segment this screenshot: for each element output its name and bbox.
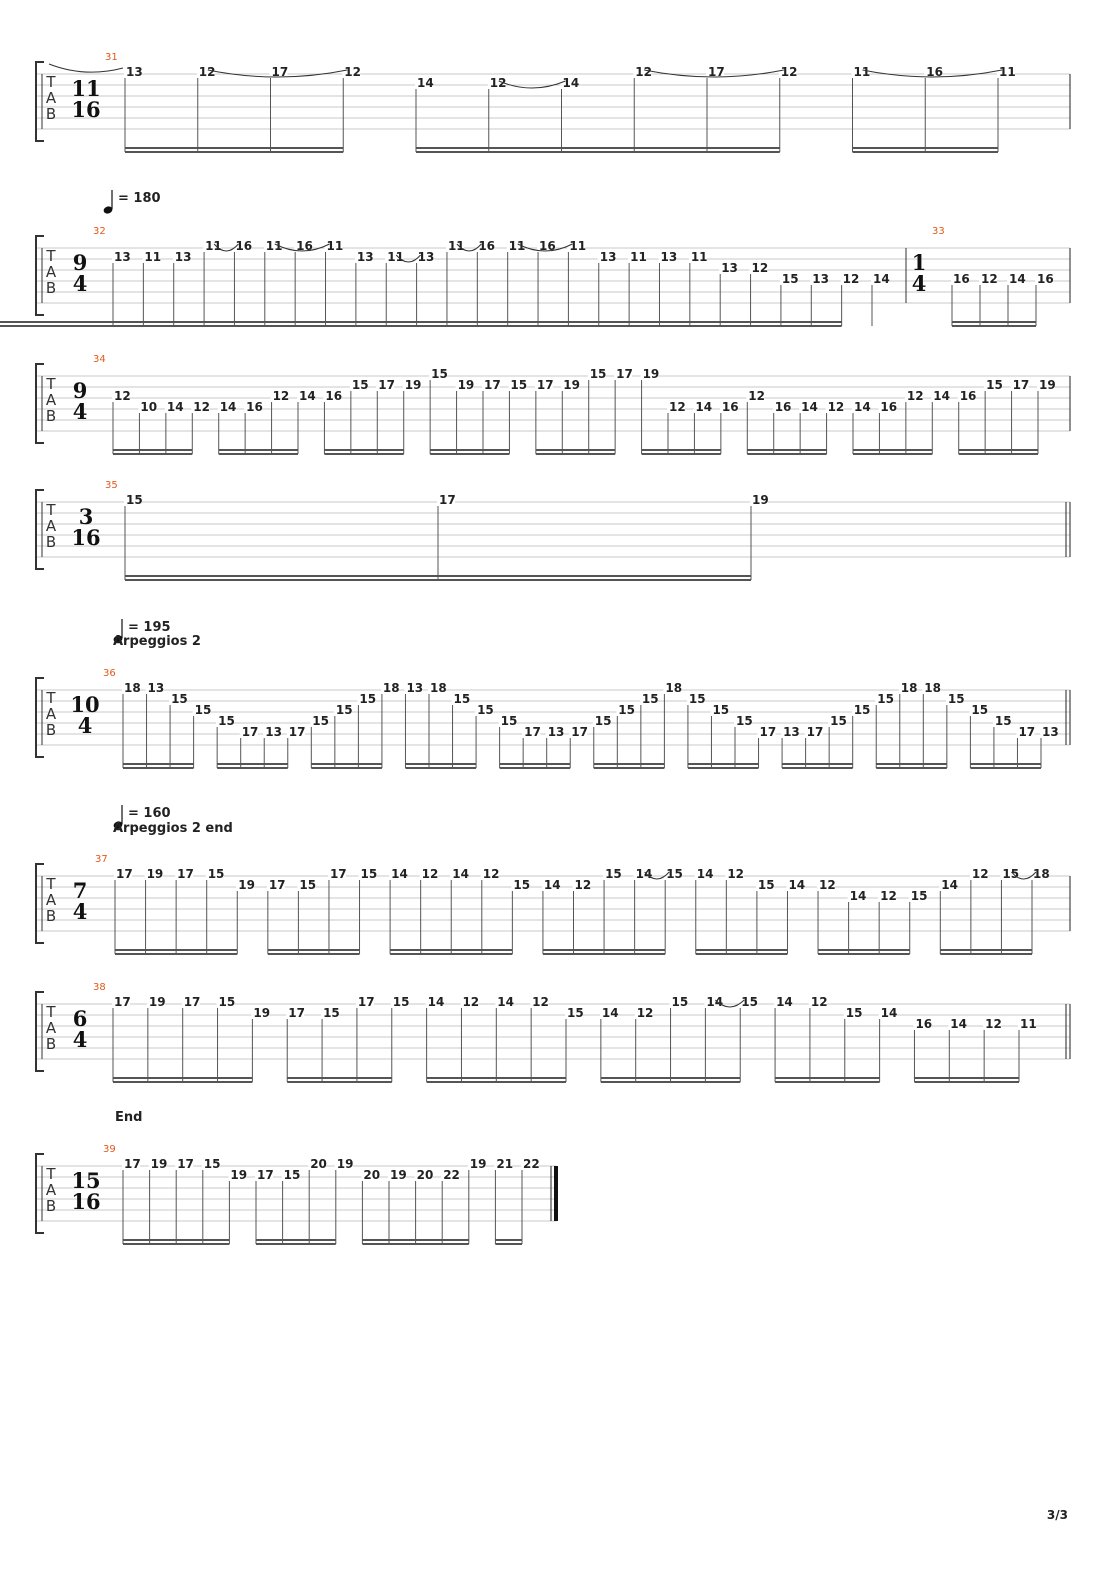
- fret-number: 13: [783, 725, 800, 739]
- time-signature-denominator: 16: [71, 1189, 101, 1214]
- time-signature-denominator: 4: [72, 899, 88, 924]
- time-signature-numerator: 3: [78, 504, 94, 529]
- fret-number: 14: [706, 995, 724, 1009]
- fret-number: 10: [140, 400, 158, 414]
- fret-number: 12: [727, 867, 745, 881]
- fret-number: 15: [567, 1006, 584, 1020]
- fret-number: 13: [406, 681, 424, 695]
- fret-number: 12: [193, 400, 210, 414]
- fret-number: 15: [671, 995, 689, 1009]
- fret-number: 12: [489, 76, 507, 90]
- fret-number: 14: [601, 1006, 619, 1020]
- tab-clef-letter: T: [46, 875, 56, 893]
- fret-number: 12: [827, 400, 845, 414]
- time-signature-numerator: 9: [72, 378, 88, 403]
- fret-number: 15: [971, 703, 989, 717]
- tab-clef-letter: A: [45, 705, 57, 723]
- fret-number: 15: [741, 995, 758, 1009]
- fret-number: 17: [708, 65, 725, 79]
- fret-number: 12: [810, 995, 828, 1009]
- fret-number: 14: [427, 995, 445, 1009]
- fret-number: 14: [497, 995, 515, 1009]
- fret-number: 12: [198, 65, 216, 79]
- fret-number: 11: [387, 250, 404, 264]
- measure-34: [73, 354, 1056, 454]
- section-label: Arpeggios 2: [113, 634, 201, 649]
- fret-number: 16: [953, 272, 970, 286]
- fret-number: 12: [981, 272, 998, 286]
- time-signature-numerator: 11: [71, 76, 101, 101]
- tab-clef-letter: T: [46, 247, 56, 265]
- fret-number: 17: [268, 878, 286, 892]
- fret-number: 19: [404, 378, 422, 392]
- fret-number: 11: [569, 239, 587, 253]
- fret-number: 19: [146, 867, 164, 881]
- tab-system-36: [36, 619, 1070, 768]
- fret-number: 17: [114, 995, 131, 1009]
- fret-number: 20: [416, 1168, 434, 1182]
- time-signature-denominator: 4: [77, 713, 93, 738]
- fret-number: 12: [114, 389, 131, 403]
- tab-system-39: [36, 1110, 556, 1244]
- fret-number: 16: [235, 239, 253, 253]
- measure-32: [0, 226, 906, 326]
- fret-number: 18: [382, 681, 400, 695]
- fret-number: 15: [641, 692, 659, 706]
- fret-number: 12: [669, 400, 686, 414]
- fret-number: 19: [457, 378, 475, 392]
- fret-number: 14: [801, 400, 818, 414]
- measure-number: 35: [105, 480, 118, 491]
- fret-number: 15: [351, 378, 369, 392]
- fret-number: 15: [845, 1006, 863, 1020]
- fret-number: 16: [246, 400, 263, 414]
- fret-number: 15: [359, 692, 377, 706]
- fret-number: 15: [666, 867, 683, 881]
- fret-number: 17: [124, 1157, 141, 1171]
- fret-number: 14: [562, 76, 580, 90]
- fret-number: 15: [203, 1157, 221, 1171]
- fret-number: 12: [819, 878, 836, 892]
- fret-number: 12: [635, 65, 652, 79]
- section-label: End: [115, 1110, 143, 1125]
- tab-clef-letter: T: [46, 73, 56, 91]
- fret-number: 19: [230, 1168, 248, 1182]
- fret-number: 19: [253, 1006, 271, 1020]
- measure-number: 36: [103, 668, 116, 679]
- fret-number: 15: [853, 703, 871, 717]
- fret-number: 14: [543, 878, 561, 892]
- tab-clef-letter: B: [45, 1035, 57, 1053]
- fret-number: 11: [326, 239, 344, 253]
- measure-37: [73, 854, 1050, 954]
- tab-clef-letter: B: [45, 407, 57, 425]
- fret-number: 13: [265, 725, 282, 739]
- fret-number: 15: [207, 867, 225, 881]
- tab-clef-letter: B: [45, 533, 57, 551]
- fret-number: 12: [780, 65, 798, 79]
- fret-number: 17: [271, 65, 289, 79]
- tempo-marking: [103, 190, 161, 215]
- fret-number: 14: [299, 389, 316, 403]
- fret-number: 16: [959, 389, 977, 403]
- fret-number: 15: [171, 692, 188, 706]
- fret-number: 17: [616, 367, 633, 381]
- measure-number: 34: [93, 354, 106, 365]
- fret-number: 13: [721, 261, 738, 275]
- fret-number: 12: [985, 1017, 1002, 1031]
- fret-number: 17: [571, 725, 588, 739]
- fret-number: 12: [482, 867, 500, 881]
- tab-clef-letter: T: [46, 1165, 56, 1183]
- fret-number: 15: [500, 714, 518, 728]
- measure-31: [49, 52, 1016, 152]
- tab-clef-letter: T: [46, 1003, 56, 1021]
- time-signature-denominator: 4: [72, 399, 88, 424]
- fret-number: 15: [323, 1006, 340, 1020]
- fret-number: 12: [272, 389, 290, 403]
- tab-clef-letter: A: [45, 891, 57, 909]
- fret-number: 15: [1002, 867, 1020, 881]
- fret-number: 15: [453, 692, 471, 706]
- fret-number: 16: [880, 400, 898, 414]
- fret-number: 19: [1039, 378, 1056, 392]
- fret-number: 14: [880, 1006, 898, 1020]
- fret-number: 17: [116, 867, 133, 881]
- fret-number: 22: [523, 1157, 540, 1171]
- time-signature-numerator: 7: [72, 878, 88, 903]
- time-signature-denominator: 16: [71, 525, 101, 550]
- fret-number: 12: [751, 261, 769, 275]
- time-signature-denominator: 4: [72, 271, 88, 296]
- fret-number: 12: [971, 867, 989, 881]
- fret-number: 11: [205, 239, 222, 253]
- fret-number: 21: [496, 1157, 514, 1171]
- fret-number: 15: [218, 714, 235, 728]
- tab-system-38: [36, 982, 1070, 1082]
- fret-number: 14: [788, 878, 806, 892]
- fret-number: 19: [469, 1157, 487, 1171]
- fret-number: 15: [589, 367, 607, 381]
- fret-number: 15: [283, 1168, 301, 1182]
- measure-number: 37: [95, 854, 108, 865]
- fret-number: 13: [417, 250, 435, 264]
- fret-number: 18: [430, 681, 447, 695]
- fret-number: 22: [443, 1168, 460, 1182]
- fret-number: 17: [439, 493, 456, 507]
- fret-number: 15: [688, 692, 706, 706]
- tab-system-37: [36, 805, 1070, 954]
- measure-number: 38: [93, 982, 106, 993]
- tab-system-31: [36, 52, 1070, 152]
- fret-number: 14: [635, 867, 653, 881]
- fret-number: 13: [1042, 725, 1059, 739]
- tab-clef-letter: B: [45, 105, 57, 123]
- fret-number: 12: [421, 867, 439, 881]
- fret-number: 15: [830, 714, 847, 728]
- fret-number: 17: [329, 867, 347, 881]
- fret-number: 15: [392, 995, 410, 1009]
- measure-number: 33: [932, 226, 945, 237]
- fret-number: 13: [547, 725, 565, 739]
- fret-number: 15: [986, 378, 1003, 392]
- fret-number: 19: [150, 1157, 168, 1171]
- fret-number: 15: [312, 714, 330, 728]
- section-label: Arpeggios 2 end: [113, 821, 233, 836]
- fret-number: 19: [390, 1168, 407, 1182]
- fret-number: 12: [748, 389, 765, 403]
- fret-number: 16: [774, 400, 792, 414]
- fret-number: 16: [926, 65, 943, 79]
- fret-number: 15: [513, 878, 531, 892]
- fret-number: 14: [452, 867, 469, 881]
- tab-clef-letter: A: [45, 1181, 57, 1199]
- measure-number: 39: [103, 1144, 116, 1155]
- fret-number: 17: [1018, 725, 1036, 739]
- fret-number: 13: [599, 250, 617, 264]
- fret-number: 13: [812, 272, 829, 286]
- fret-number: 17: [378, 378, 395, 392]
- tie-arc: [49, 64, 123, 72]
- fret-number: 12: [880, 889, 897, 903]
- fret-number: 15: [594, 714, 612, 728]
- tab-clef-letter: T: [46, 501, 56, 519]
- fret-number: 15: [994, 714, 1012, 728]
- fret-number: 11: [853, 65, 871, 79]
- tab-clef-letter: A: [45, 263, 57, 281]
- time-signature-numerator: 15: [71, 1168, 101, 1193]
- fret-number: 17: [524, 725, 541, 739]
- fret-number: 15: [877, 692, 894, 706]
- fret-number: 15: [757, 878, 775, 892]
- fret-number: 14: [166, 400, 184, 414]
- fret-number: 13: [114, 250, 131, 264]
- fret-number: 13: [147, 681, 165, 695]
- fret-number: 11: [144, 250, 162, 264]
- measure-38: [73, 982, 1037, 1082]
- fret-number: 11: [999, 65, 1016, 79]
- fret-number: 14: [391, 867, 408, 881]
- fret-number: 17: [177, 1157, 194, 1171]
- fret-number: 16: [325, 389, 343, 403]
- tab-clef-letter: A: [45, 1019, 57, 1037]
- fret-number: 15: [218, 995, 236, 1009]
- time-signature-numerator: 1: [911, 250, 927, 275]
- fret-number: 17: [177, 867, 194, 881]
- tab-system-35: [36, 480, 1070, 580]
- page-number: 3/3: [1046, 1508, 1068, 1522]
- tab-system-34: [36, 354, 1070, 454]
- fret-number: 17: [357, 995, 375, 1009]
- fret-number: 14: [854, 400, 871, 414]
- fret-number: 15: [618, 703, 636, 717]
- fret-number: 17: [806, 725, 824, 739]
- fret-number: 14: [941, 878, 959, 892]
- time-signature-denominator: 16: [71, 97, 101, 122]
- fret-number: 18: [924, 681, 942, 695]
- fret-number: 12: [532, 995, 549, 1009]
- fret-number: 16: [539, 239, 556, 253]
- fret-number: 16: [296, 239, 313, 253]
- fret-number: 15: [712, 703, 730, 717]
- measure-number: 32: [93, 226, 106, 237]
- fret-number: 17: [288, 1006, 305, 1020]
- fret-number: 14: [873, 272, 890, 286]
- tab-clef-letter: B: [45, 279, 57, 297]
- fret-number: 17: [183, 995, 201, 1009]
- tab-clef-letter: B: [45, 907, 57, 925]
- fret-number: 12: [462, 995, 480, 1009]
- fret-number: 12: [344, 65, 361, 79]
- fret-number: 15: [126, 493, 143, 507]
- fret-number: 19: [238, 878, 255, 892]
- time-signature-numerator: 9: [72, 250, 88, 275]
- tempo-value: = 160: [128, 806, 171, 821]
- fret-number: 15: [335, 703, 353, 717]
- fret-number: 14: [417, 76, 434, 90]
- fret-number: 17: [536, 378, 554, 392]
- fret-number: 19: [752, 493, 769, 507]
- fret-number: 17: [241, 725, 259, 739]
- measure-36: [70, 668, 1058, 768]
- fret-number: 13: [356, 250, 374, 264]
- fret-number: 12: [842, 272, 860, 286]
- fret-number: 15: [781, 272, 799, 286]
- fret-number: 15: [477, 703, 494, 717]
- fret-number: 19: [642, 367, 660, 381]
- fret-number: 18: [1033, 867, 1050, 881]
- fret-number: 14: [776, 995, 793, 1009]
- time-signature-numerator: 10: [70, 692, 100, 717]
- fret-number: 11: [1020, 1017, 1037, 1031]
- fret-number: 15: [605, 867, 622, 881]
- fret-number: 15: [947, 692, 965, 706]
- tab-clef-letter: T: [46, 689, 56, 707]
- fret-number: 16: [915, 1017, 933, 1031]
- fret-number: 16: [1037, 272, 1054, 286]
- fret-number: 11: [508, 239, 526, 253]
- fret-number: 17: [1012, 378, 1030, 392]
- fret-number: 15: [299, 878, 317, 892]
- measure-39: [71, 1144, 539, 1244]
- fret-number: 15: [736, 714, 753, 728]
- fret-number: 15: [510, 378, 528, 392]
- fret-number: 18: [665, 681, 683, 695]
- fret-number: 18: [124, 681, 141, 695]
- fret-number: 20: [363, 1168, 381, 1182]
- tempo-value: = 180: [118, 191, 161, 206]
- measure-35: [71, 480, 768, 580]
- fret-number: 17: [484, 378, 501, 392]
- tab-clef-letter: A: [45, 517, 57, 535]
- fret-number: 14: [933, 389, 950, 403]
- fret-number: 16: [478, 239, 496, 253]
- fret-number: 16: [721, 400, 739, 414]
- tab-clef-letter: A: [45, 391, 57, 409]
- fret-number: 17: [257, 1168, 274, 1182]
- measure-number: 31: [105, 52, 118, 63]
- fret-number: 12: [636, 1006, 654, 1020]
- fret-number: 19: [563, 378, 580, 392]
- fret-number: 19: [148, 995, 166, 1009]
- fret-number: 13: [660, 250, 678, 264]
- tab-clef-letter: T: [46, 375, 56, 393]
- fret-number: 19: [336, 1157, 354, 1171]
- fret-number: 17: [288, 725, 306, 739]
- time-signature-denominator: 4: [72, 1027, 88, 1052]
- time-signature-numerator: 6: [72, 1006, 88, 1031]
- tab-system-32-33: [0, 190, 1070, 326]
- tab-clef-letter: B: [45, 721, 57, 739]
- tempo-value: = 195: [128, 620, 171, 635]
- fret-number: 12: [574, 878, 592, 892]
- fret-number: 14: [695, 400, 713, 414]
- measure-33: [912, 226, 1054, 326]
- tab-clef-letter: A: [45, 89, 57, 107]
- fret-number: 14: [1009, 272, 1026, 286]
- fret-number: 15: [360, 867, 378, 881]
- tab-clef-letter: B: [45, 1197, 57, 1215]
- fret-number: 11: [630, 250, 647, 264]
- fret-number: 11: [265, 239, 283, 253]
- time-signature-denominator: 4: [911, 271, 927, 296]
- fret-number: 14: [696, 867, 714, 881]
- fret-number: 11: [447, 239, 465, 253]
- fret-number: 12: [906, 389, 924, 403]
- fret-number: 15: [194, 703, 212, 717]
- fret-number: 17: [759, 725, 777, 739]
- fret-number: 14: [950, 1017, 968, 1031]
- fret-number: 14: [849, 889, 867, 903]
- fret-number: 14: [219, 400, 237, 414]
- fret-number: 13: [174, 250, 192, 264]
- fret-number: 13: [126, 65, 143, 79]
- fret-number: 18: [900, 681, 918, 695]
- fret-number: 15: [431, 367, 448, 381]
- fret-number: 11: [690, 250, 708, 264]
- fret-number: 20: [310, 1157, 327, 1171]
- fret-number: 15: [910, 889, 928, 903]
